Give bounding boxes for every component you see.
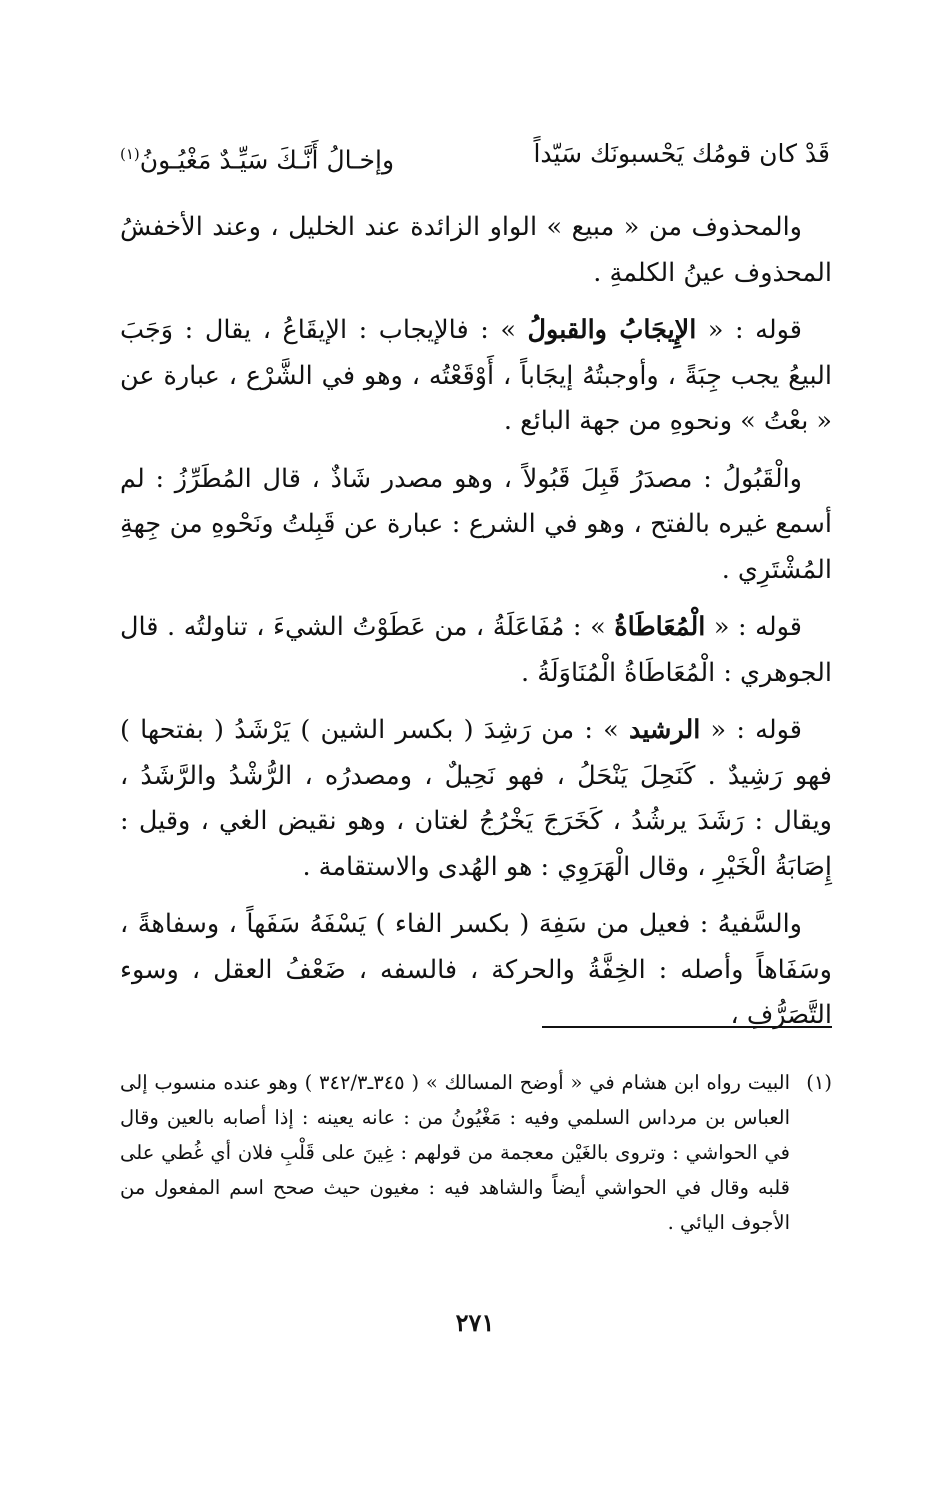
- paragraph-text: » : مُفَاعَلَةُ ، من عَطَوْتُ الشيءَ ، تناولتُه . قال الجوهري : الْمُعَاطَاةُ الْمُنَاوَلَةُ .: [120, 612, 832, 688]
- paragraph-text: » : فالإيجاب : الإيقَاعُ ، يقال : وَجَبَ البيعُ يجب جِبَةً ، وأوجبتُهُ إيجَاباً ، أَوْقَعْتُه ، وهو في الشَّرْع ، عبارة عن « بعْتُ » ونحوهِ من جهة البائع .: [120, 315, 832, 436]
- main-text: [120, 205, 832, 1051]
- footnote-separator: [542, 1026, 832, 1028]
- headword: الإِيجَابُ والقبولُ: [527, 315, 697, 345]
- footnote-number: (١): [806, 1071, 832, 1094]
- paragraph-text: والمحذوف من « مبيع » الواو الزائدة عند الخليل ، وعند الأخفشُ المحذوف عينُ الكلمةِ .: [120, 212, 832, 288]
- paragraph: [120, 205, 832, 296]
- headword: الرشيد: [628, 715, 701, 745]
- paragraph: [120, 605, 832, 696]
- verse-second-hemistich: وإخـالُ أَنَّـكَ سَيِّـدٌ مَغْيُـونُ$^{(١)}$: [120, 145, 395, 175]
- paragraph-text: والسَّفيهُ : فعيل من سَفِهَ ( بكسر الفاء ) يَسْفَهُ سَفَهاً ، وسفاهةً ، وسَفَاهاً وأصله : الخِفَّةُ والحركة ، فالسفه ، ضَعْفُ العقل ، وسوء التَّصَرُّفِ ،: [120, 909, 832, 1030]
- headword: الْمُعَاطَاةُ: [614, 612, 706, 642]
- paragraph-text: » : من رَشِدَ ( بكسر الشين ) يَرْشَدُ ( بفتحها ) فهو رَشِيدٌ . كَنَحِلَ يَنْحَلُ ، فهو نَحِيلٌ ، ومصدرُه ، الرُّشْدُ والرَّشَدُ ، ويقال : رَشَدَ يرشُدُ ، كَخَرَجَ يَخْرُجُ لغتان ، وهو نقيض الغي ، وقيل : إِصَابَةُ الْخَيْرِ ، وقال الْهَرَوِي : هو الهُدى والاستقامة .: [120, 715, 832, 882]
- footnote: [120, 1065, 832, 1240]
- paragraph-text: قوله : «: [700, 715, 802, 745]
- paragraph-text: قوله : «: [696, 315, 802, 345]
- paragraph: [120, 902, 832, 1039]
- paragraph: [120, 308, 832, 445]
- paragraph-text: قوله : «: [705, 612, 802, 642]
- paragraph: [120, 457, 832, 594]
- poetry-verse: [120, 128, 830, 180]
- paragraph: [120, 708, 832, 890]
- paragraph-text: والْقَبُولُ : مصدَرُ قَبِلَ قَبُولاً ، وهو مصدر شَاذٌ ، قال المُطَرِّزُ : لم أسمع غيره بالفتح ، وهو في الشرع : عبارة عن قَبِلتُ ونَحْوهِ من جِهةِ المُشْتَرِي .: [120, 463, 832, 585]
- page-number: ٢٧١: [455, 1308, 495, 1337]
- verse-first-hemistich: قَدْ كان قومُك يَحْسبونَك سَيّداً: [533, 139, 830, 168]
- footnote-reference[interactable]: (١): [120, 145, 140, 163]
- footnote-text: البيت رواه ابن هشام في « أوضح المسالك » ( ٣٤٥ـ٣٤٢/٣ ) وهو عنده منسوب إلى العباس بن مرداس السلمي وفيه : مَغْيُونُ من : عانه يعينه : إذا أصابه بالعين وقال في الحواشي : وتروى بالغَيْن معجمة من قولهم : غِينَ على قَلْبِ فلان أي غُطي على قلبه وقال في الحواشي أيضاً والشاهد فيه : مغيون حيث صحح اسم المفعول من الأجوف اليائي .: [120, 1071, 790, 1234]
